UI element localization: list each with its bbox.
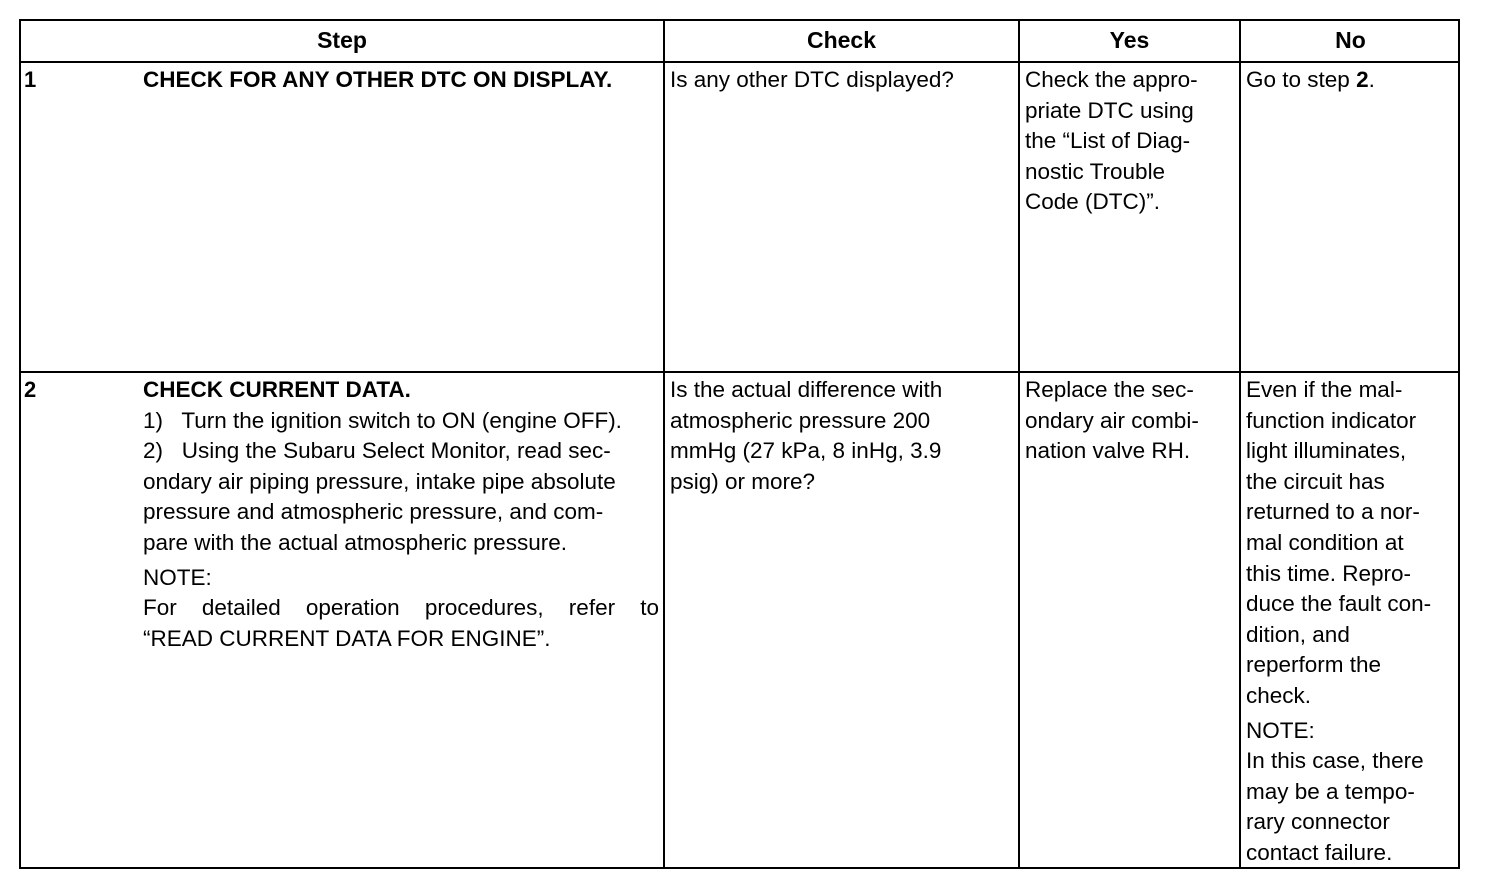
text-line: In this case, there bbox=[1246, 748, 1424, 774]
step-number: 2 bbox=[24, 377, 37, 402]
text-line: Is the actual difference with bbox=[670, 377, 943, 402]
text-line: ondary air combi- bbox=[1025, 407, 1199, 433]
text-line: reperform the bbox=[1246, 652, 1382, 678]
text-line: rary connector bbox=[1246, 809, 1390, 835]
header-no: No bbox=[1335, 27, 1366, 53]
row-divider bbox=[21, 371, 1458, 373]
header-check: Check bbox=[806, 27, 877, 53]
text-line: nostic Trouble bbox=[1025, 158, 1166, 184]
instruction-line: pressure and atmospheric pressure, and com- bbox=[143, 499, 604, 525]
instruction-line: 1) Turn the ignition switch to ON (engine OFF). bbox=[143, 407, 622, 433]
text-line: may be a tempo- bbox=[1246, 778, 1415, 804]
step-number: 1 bbox=[24, 67, 37, 92]
text-line: Even if the mal- bbox=[1246, 377, 1403, 402]
note-label: NOTE: bbox=[1246, 717, 1315, 743]
note-text: For detailed operation procedures, refer to bbox=[143, 595, 659, 621]
header-divider bbox=[21, 61, 1458, 63]
check-question bbox=[670, 375, 942, 497]
column-divider bbox=[1018, 21, 1020, 867]
text-line: atmospheric pressure 200 bbox=[670, 407, 931, 433]
text-line: the circuit has bbox=[1246, 468, 1385, 494]
check-question: Is any other DTC displayed? bbox=[670, 67, 954, 92]
step-instructions bbox=[143, 375, 659, 654]
text-line: Check the appro- bbox=[1025, 67, 1198, 92]
no-action-suffix: . bbox=[1368, 67, 1375, 92]
column-divider bbox=[663, 21, 665, 867]
column-divider bbox=[1239, 21, 1241, 867]
text-line: psig) or more? bbox=[670, 468, 816, 494]
text-line: nation valve RH. bbox=[1025, 438, 1191, 464]
no-action-step-link: 2 bbox=[1356, 67, 1369, 92]
header-step: Step bbox=[317, 27, 367, 53]
text-line: contact failure. bbox=[1246, 839, 1393, 865]
diagnostic-table bbox=[19, 19, 1460, 869]
text-line: dition, and bbox=[1246, 621, 1350, 647]
step-title: CHECK FOR ANY OTHER DTC ON DISPLAY. bbox=[143, 67, 613, 92]
text-line: light illuminates, bbox=[1246, 438, 1407, 464]
note-text: “READ CURRENT DATA FOR ENGINE”. bbox=[143, 625, 551, 651]
text-line: mal condition at bbox=[1246, 529, 1404, 555]
instruction-line: pare with the actual atmospheric pressure. bbox=[143, 529, 567, 555]
no-action bbox=[1246, 65, 1375, 96]
step-title: CHECK CURRENT DATA. bbox=[143, 377, 411, 402]
yes-action bbox=[1025, 375, 1199, 467]
text-line: check. bbox=[1246, 682, 1312, 708]
text-line: Replace the sec- bbox=[1025, 377, 1194, 402]
note-label: NOTE: bbox=[143, 564, 212, 590]
instruction-line: ondary air piping pressure, intake pipe absolute bbox=[143, 468, 616, 494]
text-line: mmHg (27 kPa, 8 inHg, 3.9 bbox=[670, 438, 942, 464]
text-line: returned to a nor- bbox=[1246, 499, 1420, 525]
text-line: function indicator bbox=[1246, 407, 1417, 433]
text-line: the “List of Diag- bbox=[1025, 128, 1191, 154]
header-yes: Yes bbox=[1109, 27, 1150, 53]
yes-action bbox=[1025, 65, 1198, 218]
text-line: priate DTC using bbox=[1025, 97, 1194, 123]
text-line: this time. Repro- bbox=[1246, 560, 1412, 586]
text-line: Code (DTC)”. bbox=[1025, 189, 1161, 215]
text-line: duce the fault con- bbox=[1246, 591, 1432, 617]
no-action bbox=[1246, 375, 1431, 869]
no-action-prefix: Go to step bbox=[1246, 67, 1357, 92]
instruction-line: 2) Using the Subaru Select Monitor, read sec- bbox=[143, 438, 611, 464]
